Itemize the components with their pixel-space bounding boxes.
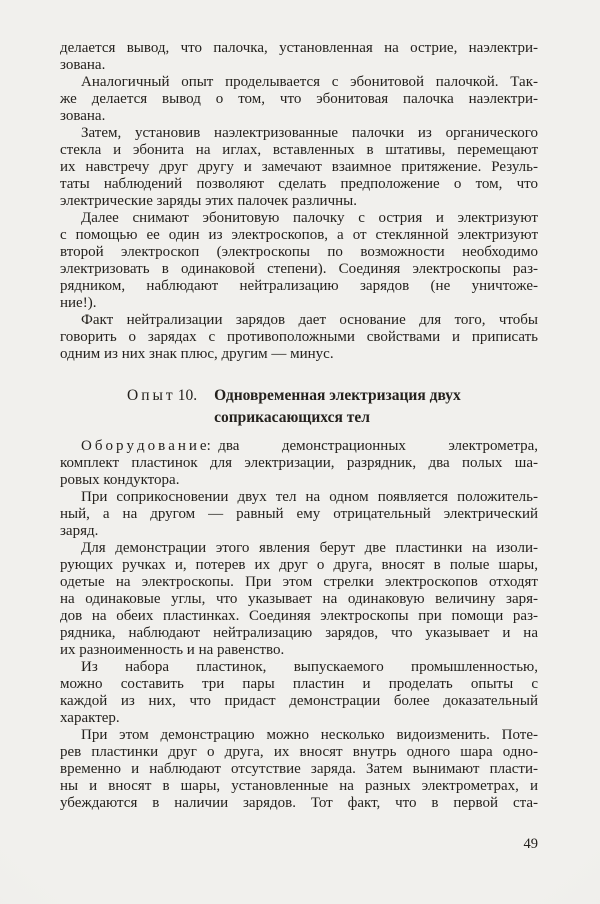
paragraph [60, 74, 538, 125]
text-line: электрические заряды этих палочек различны. [60, 193, 357, 209]
text-line: Аналогичный опыт проделывается с эбонитовой палочкой. Так- [81, 74, 538, 90]
text-line: можно составить три пары пластин и проделать опыты с [60, 676, 538, 692]
text-line: рев пластинки друг о друга, их вносят внутрь одного шара одно- [60, 744, 538, 760]
text-line: При этом демонстрацию можно несколько видоизменить. Поте- [81, 727, 538, 743]
experiment-title-line: Одновременная электризация двух [214, 387, 461, 404]
paragraph [60, 438, 538, 489]
text-line: их разноименность и на равенство. [60, 642, 285, 658]
page-number: 49 [523, 836, 538, 852]
experiment-heading [127, 385, 538, 429]
text-line: их навстречу друг другу и замечают взаимное притяжение. Резуль- [60, 159, 538, 175]
experiment-number-label [127, 385, 197, 407]
text-line: второй электроскоп (электроскопы по возможности необходимо [60, 244, 538, 260]
text-line: рядником, наблюдают нейтрализацию зарядов (не уничтоже- [60, 278, 538, 294]
text-line: Факт нейтрализации зарядов дает основание для того, чтобы [81, 312, 538, 328]
text-line: убеждаются в наличии зарядов. Тот факт, что в первой ста- [60, 795, 538, 811]
text-line: на одинаковые углы, что указывает на одинаковую величину заря- [60, 591, 538, 607]
text-line: временно и наблюдают отсутствие заряда. Затем вынимают пласти- [60, 761, 538, 777]
text-line: стекла и эбонита на иглах, вставленных в штативы, перемещают [60, 142, 538, 158]
text-line: рующих ручках и, потерев их друг о друга, вносят в полые шары, [60, 557, 538, 573]
text-line: ны и вносят в шары, установленные на разных электрометрах, и [60, 778, 538, 794]
experiment-title-line: соприкасающихся тел [214, 409, 370, 426]
text-column [60, 40, 538, 812]
text-line: ный, а на другом — равный ему отрицательный электрический [60, 506, 538, 522]
text-line: дов на обеих пластинках. Соединяя электроскопы при помощи раз- [60, 608, 538, 624]
text-line: с помощью ее один из электроскопов, а от стеклянной электризуют [60, 227, 538, 243]
paragraph [60, 540, 538, 659]
paragraph [60, 125, 538, 210]
experiment-number: 10. [177, 387, 198, 404]
text-line: ровых кондуктора. [60, 472, 180, 488]
text-line: электризовать в одинаковой степени). Соединяя электроскопы раз- [60, 261, 538, 277]
paragraph [60, 312, 538, 363]
text-line: делается вывод, что палочка, установленная на острие, наэлектри- [60, 40, 538, 56]
text-line: заряд. [60, 523, 99, 539]
text-line: Далее снимают эбонитовую палочку с острия и электризуют [81, 210, 538, 226]
paragraph [60, 727, 538, 812]
text-line: ние!). [60, 295, 97, 311]
paragraph [60, 210, 538, 312]
text-line: рядника, наблюдают нейтрализацию зарядов, что указывает и на [60, 625, 538, 641]
text-line: Из набора пластинок, выпускаемого промышленностью, [81, 659, 538, 675]
text-line: О б о р у д о в а н и е: два демонстрационных электрометра, [81, 438, 538, 454]
text-line: При соприкосновении двух тел на одном появляется положитель- [81, 489, 538, 505]
text-line: Для демонстрации этого явления берут две пластинки на изоли- [81, 540, 538, 556]
text-line: Затем, установив наэлектризованные палочки из органического [81, 125, 538, 141]
text-line: одним из них знак плюс, другим — минус. [60, 346, 334, 362]
text-line: говорить о зарядах с противоположными свойствами и приписать [60, 329, 538, 345]
paragraph [60, 489, 538, 540]
text-line: каждой из них, что придаст демонстрации более доказательный [60, 693, 538, 709]
text-line: зована. [60, 57, 106, 73]
text-line: характер. [60, 710, 120, 726]
text-line: одетые на электроскопы. При этом стрелки электроскопов отходят [60, 574, 538, 590]
text-line: комплект пластинок для электризации, разрядник, два полых ша- [60, 455, 538, 471]
text-line: же делается вывод о том, что эбонитовая палочка наэлектри- [60, 91, 538, 107]
text-line: таты наблюдений позволяют сделать предположение о том, что [60, 176, 538, 192]
experiment-word: Опыт [127, 387, 176, 404]
paragraph [60, 40, 538, 74]
paragraph [60, 659, 538, 727]
experiment-title [214, 385, 461, 429]
text-line: зована. [60, 108, 106, 124]
